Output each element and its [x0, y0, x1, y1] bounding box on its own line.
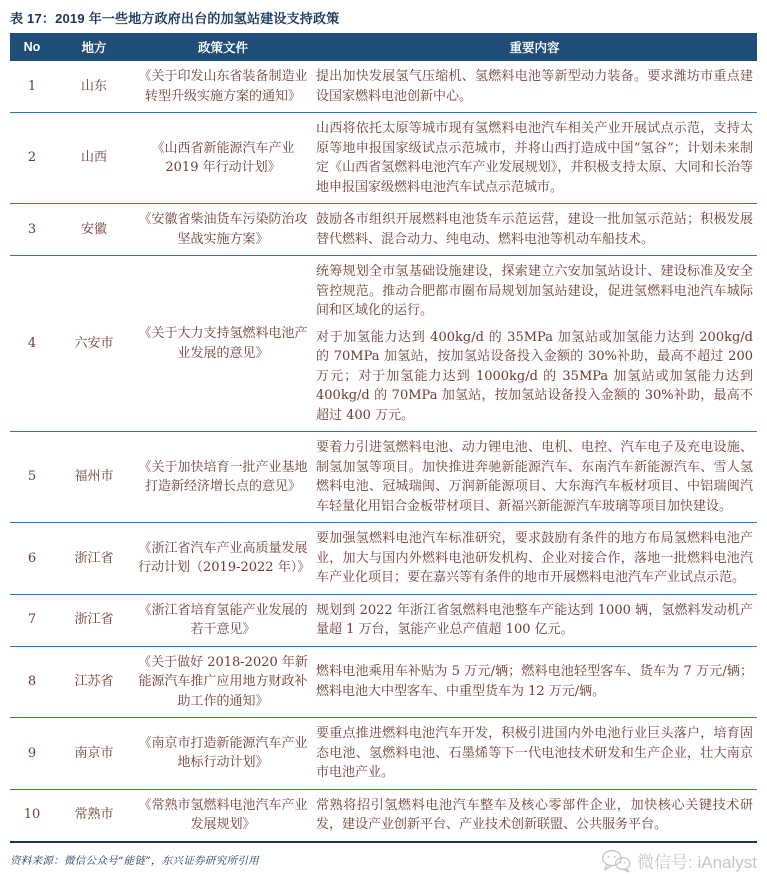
table-row: [10, 61, 757, 113]
row-policy-document: 《山西省新能源汽车产业 2019 年行动计划》: [151, 140, 295, 175]
row-region: 安徽: [80, 221, 107, 237]
column-header-region: 地方: [54, 33, 134, 61]
table-header: [10, 33, 757, 61]
column-header-no: No: [10, 33, 54, 61]
column-header-policy-document: 政策文件: [134, 33, 312, 61]
row-region: 山东: [80, 78, 107, 94]
row-region: 南京市: [74, 745, 114, 761]
row-content: 鼓励各市组织开展燃料电池货车示范运营，建设一批加氢示范站；积极发展替代燃料、混合动力、纯电动、燃料电池等机动车船技术。: [316, 212, 753, 247]
row-content: 山西将依托太原等城市现有氢燃料电池汽车相关产业开展试点示范，支持太原等地申报国家级试点示范城市，并将山西打造成中国“氢谷”；计划未来制定《山西省氢燃料电池汽车产业发展规划》，并积极支持太原、大同和长治等地申报国家级燃料电池汽车试点示范城市。: [316, 121, 753, 195]
table-row: [10, 523, 757, 595]
row-content: 常熟将招引氢燃料电池汽车整车及核心零部件企业，加快核心关键技术研发，建设产业创新平台、产业技术创新联盟、公共服务平台。: [316, 797, 753, 832]
row-policy-document: 《浙江省培育氢能产业发展的若干意见》: [138, 602, 308, 637]
row-policy-document: 《关于印发山东省装备制造业转型升级实施方案的通知》: [138, 69, 308, 104]
policy-table: [10, 33, 757, 843]
table-title: 表 17：2019 年一些地方政府出台的加氢站建设支持政策: [10, 11, 340, 26]
row-region: 六安市: [74, 335, 114, 351]
row-region: 山西: [80, 150, 107, 166]
column-header-content: 重要内容: [312, 33, 757, 61]
row-region: 江苏省: [74, 674, 114, 689]
table-row: [10, 256, 757, 432]
row-content: 要加强氢燃料电池汽车标准研究，要求鼓励有条件的地方布局氢燃料电池产业，加大与国内外燃料电池研发机构、企业对接合作，落地一批燃料电池汽车产业化项目；要在嘉兴等有条件的地市开展燃料电池汽车产业试点示范。: [316, 531, 753, 585]
table-row: [10, 204, 757, 256]
row-content: 统筹规划全市氢基础设施建设，探索建立六安加氢站设计、建设标准及安全管控规范。推动合肥都市圈布局规划加氢站建设，促进氢燃料电池汽车城际间和区域化的运行。 对于加氢能力达到 400kg/d 的 35MPa 加氢站或加氢能力达到 200kg/d 的 70MPa 加氢站，按加氢站设备投入金额的 30%补助，最高不超过 200 万元；对于加氢能力达到 1000kg/d 的 35MPa 加氢站或加氢能力达到 400kg/d 的 70MPa 加氢站，按加氢站设备投入金额的 30%补助，最高不超过 400 万元。: [316, 264, 753, 423]
row-policy-document: 《浙江省汽车产业高质量发展行动计划（2019-2022 年）》: [138, 540, 311, 576]
row-content: 要重点推进燃料电池汽车开发，积极引进国内外电池行业巨头落户，培育固态电池、氢燃料电池、石墨烯等下一代电池技术研发和生产企业，壮大南京市电池产业。: [316, 726, 753, 780]
row-policy-document: 《关于大力支持氢燃料电池产业发展的意见》: [138, 326, 308, 361]
wechat-watermark: [601, 848, 757, 874]
row-content: 要着力引进氢燃料电池、动力锂电池、电机、电控、汽车电子及充电设施、制氢加氢等项目。加快推进奔驰新能源汽车、东南汽车新能源汽车、雪人氢燃料电池、冠城瑞闽、万润新能源项目、大东海汽车板材项目、中铝瑞闽汽车轻量化用铝合金板带材项目、新福兴新能源汽车玻璃等项目加快建设。: [316, 440, 753, 514]
table-footer: [10, 848, 757, 874]
row-number: 2: [27, 150, 37, 166]
row-number: 7: [27, 612, 37, 628]
table-row: [10, 718, 757, 790]
row-number: 5: [27, 469, 37, 485]
row-number: 8: [27, 674, 37, 689]
row-policy-document: 《关于做好 2018-2020 年新能源汽车推广应用地方财政补助工作的通知》: [138, 654, 308, 709]
table-row: [10, 432, 757, 523]
table-row: [10, 113, 757, 204]
header-row: [10, 33, 757, 61]
row-region: 浙江省: [74, 612, 114, 628]
row-number: 3: [27, 221, 37, 237]
row-policy-document: 《安徽省柴油货车污染防治攻坚战实施方案》: [138, 212, 308, 247]
row-number: 1: [27, 78, 37, 94]
row-region: 福州市: [74, 469, 114, 485]
row-policy-document: 《南京市打造新能源汽车产业地标行动计划》: [138, 735, 308, 771]
row-content: 提出加快发展氢气压缩机、氢燃料电池等新型动力装备。要求潍坊市重点建设国家燃料电池创新中心。: [316, 69, 753, 104]
row-policy-document: 《关于加快培育一批产业基地打造新经济增长点的意见》: [138, 459, 308, 494]
row-number: 10: [23, 807, 41, 823]
watermark-text: 微信号: iAnalyst: [637, 853, 757, 872]
table-row: [10, 789, 757, 842]
row-content: 燃料电池乘用车补贴为 5 万元/辆；燃料电池轻型客车、货车为 7 万元/辆；燃料电池大中型客车、中重型货车为 12 万元/辆。: [316, 664, 753, 699]
table-body: [10, 61, 757, 842]
row-number: 4: [27, 335, 37, 351]
row-number: 9: [27, 745, 37, 761]
wechat-icon: [601, 848, 631, 874]
row-content: 规划到 2022 年浙江省氢燃料电池整车产能达到 1000 辆，氢燃料发动机产量超 1 万台，氢能产业总产值超 100 亿元。: [316, 602, 753, 637]
table-row: [10, 646, 757, 718]
source-note: 资料来源：微信公众号“能链”，东兴证券研究所引用: [10, 855, 259, 867]
table-row: [10, 594, 757, 646]
row-policy-document: 《常熟市氢燃料电池汽车产业发展规划》: [138, 797, 308, 832]
row-number: 6: [27, 550, 37, 566]
row-region: 浙江省: [74, 550, 114, 566]
row-region: 常熟市: [74, 807, 114, 823]
